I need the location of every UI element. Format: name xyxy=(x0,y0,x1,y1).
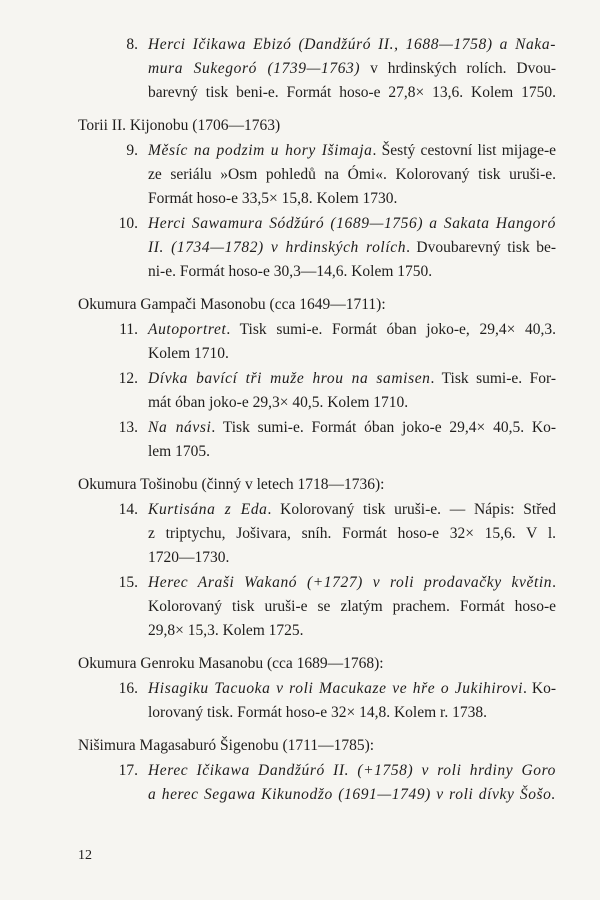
catalog-entry xyxy=(78,33,556,105)
page-number: 12 xyxy=(78,848,92,863)
entry-title-text: Autoportret xyxy=(148,321,227,338)
entry-description-text: v hrdinských rolích. Dvou- xyxy=(360,60,557,77)
entry-number: 9. xyxy=(126,142,138,159)
artist-heading: Torii II. Kijonobu (1706—1763) xyxy=(78,117,281,134)
entry-line xyxy=(148,260,556,284)
entry-line xyxy=(148,367,556,391)
catalog-entry xyxy=(78,318,556,366)
entry-description-text: 29,8× 15,3. Kolem 1725. xyxy=(148,622,304,639)
entry-number: 13. xyxy=(118,419,138,436)
entry-title-text: Kurtisána z Eda xyxy=(148,501,268,518)
entry-title-text: mura Sukegoró (1739—1763) xyxy=(148,60,361,77)
catalog-entry xyxy=(78,212,556,284)
entry-description-text: . Tisk sumi-e. For- xyxy=(430,370,556,387)
entry-line xyxy=(148,391,556,415)
entry-number: 17. xyxy=(118,762,138,779)
entry-number: 8. xyxy=(126,36,138,53)
entry-line xyxy=(148,81,556,105)
entry-line xyxy=(148,759,556,783)
entry-title-text: Měsíc na podzim u hory Išimaja xyxy=(148,142,373,159)
entry-line xyxy=(148,677,556,701)
entry-description-text: barevný tisk beni-e. Formát hoso-e 27,8× 13,6. Kolem 1750. xyxy=(148,84,556,101)
catalog-entry xyxy=(78,759,556,807)
entry-description-text: z triptychu, Jošivara, sníh. Formát hoso-e 32× 15,6. V l. xyxy=(148,525,556,542)
entry-description-text: ze seriálu »Osm pohledů na Ómi«. Kolorovaný tisk uruši-e. xyxy=(148,166,556,183)
entry-title-text: Na návsi xyxy=(148,419,212,436)
entry-line xyxy=(148,595,556,619)
entry-title-text: II. (1734—1782) v hrdinských rolích xyxy=(148,239,407,256)
entry-line xyxy=(148,57,556,81)
entry-line xyxy=(148,546,556,570)
entry-title-text: Herci Sawamura Sódžúró (1689—1756) a Sakata Hangoró xyxy=(148,215,556,232)
entry-number: 16. xyxy=(118,680,138,697)
entry-line xyxy=(148,571,556,595)
entry-title-text: Herec Araši Wakanó (+1727) v roli prodavačky květin xyxy=(148,574,553,591)
entry-title-text: Hisagiku Tacuoka v roli Macukaze ve hře o Jukihirovi xyxy=(148,680,524,697)
catalog-list xyxy=(78,33,556,808)
entry-number: 12. xyxy=(118,370,138,387)
entry-description-text: lem 1705. xyxy=(148,443,210,460)
entry-title-text: Herci Ičikawa Ebizó (Dandžúró II., 1688—1758) a Naka- xyxy=(148,36,556,53)
catalog-entry xyxy=(78,571,556,643)
entry-description-text: . Kolorovaný tisk uruši-e. — Nápis: Střed xyxy=(267,501,556,518)
entry-description-text: 1720—1730. xyxy=(148,549,230,566)
entry-description-text: mát óban joko-e 29,3× 40,5. Kolem 1710. xyxy=(148,394,409,411)
entry-line xyxy=(148,318,556,342)
artist-heading: Okumura Genroku Masanobu (cca 1689—1768): xyxy=(78,655,384,672)
entry-line xyxy=(148,783,556,807)
catalog-entry xyxy=(78,498,556,570)
entry-line xyxy=(148,498,556,522)
entry-description-text: . xyxy=(552,574,556,591)
entry-description-text: . Šestý cestovní list mijage-e xyxy=(372,142,556,159)
entry-line xyxy=(148,440,556,464)
entry-description-text: Formát hoso-e 33,5× 15,8. Kolem 1730. xyxy=(148,190,398,207)
entry-title-text: a herec Segawa Kikunodžo (1691—1749) v roli dívky Šošo. xyxy=(148,786,556,803)
entry-line xyxy=(148,139,556,163)
entry-description-text: ni-e. Formát hoso-e 30,3—14,6. Kolem 1750. xyxy=(148,263,433,280)
artist-heading: Nišimura Magasaburó Šigenobu (1711—1785): xyxy=(78,737,375,754)
entry-number: 15. xyxy=(118,574,138,591)
entry-description-text: . Tisk sumi-e. Formát óban joko-e, 29,4× 40,3. xyxy=(226,321,556,338)
entry-title-text: Herec Ičikawa Dandžúró II. (+1758) v roli hrdiny Goro xyxy=(148,762,556,779)
entry-number: 11. xyxy=(119,321,138,338)
entry-line xyxy=(148,342,556,366)
catalog-entry xyxy=(78,677,556,725)
catalog-entry xyxy=(78,139,556,211)
entry-description-text: lorovaný tisk. Formát hoso-e 32× 14,8. Kolem r. 1738. xyxy=(148,704,487,721)
entry-line xyxy=(148,619,556,643)
entry-number: 14. xyxy=(118,501,138,518)
entry-number: 10. xyxy=(118,215,138,232)
artist-heading: Okumura Tošinobu (činný v letech 1718—1736): xyxy=(78,476,385,493)
entry-description-text: . Dvoubarevný tisk be- xyxy=(406,239,556,256)
entry-description-text: . Tisk sumi-e. Formát óban joko-e 29,4× 40,5. Ko- xyxy=(211,419,556,436)
catalog-entry xyxy=(78,367,556,415)
entry-line xyxy=(148,33,556,57)
entry-line xyxy=(148,416,556,440)
artist-heading: Okumura Gampači Masonobu (cca 1649—1711): xyxy=(78,296,386,313)
entry-description-text: Kolorovaný tisk uruši-e se zlatým prachem. Formát hoso-e xyxy=(148,598,556,615)
entry-description-text: Kolem 1710. xyxy=(148,345,229,362)
entry-title-text: Dívka bavící tři muže hrou na samisen xyxy=(148,370,431,387)
entry-line xyxy=(148,236,556,260)
entry-description-text: . Ko- xyxy=(523,680,557,697)
catalog-entry xyxy=(78,416,556,464)
entry-line xyxy=(148,522,556,546)
entry-line xyxy=(148,212,556,236)
entry-line xyxy=(148,701,556,725)
entry-line xyxy=(148,163,556,187)
entry-line xyxy=(148,187,556,211)
